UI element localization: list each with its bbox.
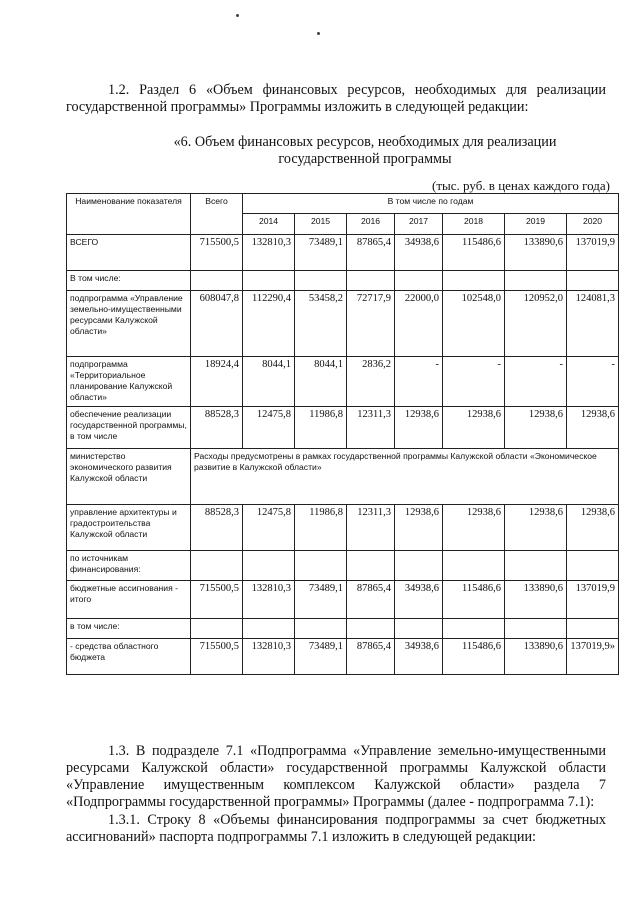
row-year-value: 73489,1 [295, 235, 347, 271]
table-row [67, 271, 619, 291]
row-year-value: 112290,4 [243, 291, 295, 357]
row-total [191, 551, 243, 581]
table-row [67, 407, 619, 449]
header-years: В том числе по годам [243, 194, 619, 214]
row-year-value: 87865,4 [347, 581, 395, 619]
row-year-value: 12938,6 [505, 407, 567, 449]
row-year-value: 12938,6 [567, 505, 619, 551]
row-total: 88528,3 [191, 505, 243, 551]
table-row [67, 291, 619, 357]
row-label: ВСЕГО [67, 235, 191, 271]
unit-note: (тыс. руб. в ценах каждого года) [432, 178, 610, 193]
row-total [191, 271, 243, 291]
row-year-value: 34938,6 [395, 235, 443, 271]
row-year-value: 132810,3 [243, 581, 295, 619]
paragraph-1-3-1: 1.3.1. Строку 8 «Объемы финансирования подпрограммы за счет бюджетных ассигнований» паспорта подпрограммы 7.1 изложить в следующей редакции: [66, 812, 606, 845]
row-total: 88528,3 [191, 407, 243, 449]
table-row [67, 357, 619, 407]
row-year-value: - [443, 357, 505, 407]
row-label: управление архитектуры и градостроительства Калужской области [67, 505, 191, 551]
row-span-note: Расходы предусмотрены в рамках государственной программы Калужской области «Экономическое развитие в Калужской области» [191, 449, 619, 505]
header-year: 2015 [295, 214, 347, 235]
row-year-value: 72717,9 [347, 291, 395, 357]
table-row [67, 639, 619, 675]
header-year: 2016 [347, 214, 395, 235]
row-total: 18924,4 [191, 357, 243, 407]
row-year-value [443, 551, 505, 581]
table-row [67, 551, 619, 581]
section-title-line1: «6. Объем финансовых ресурсов, необходимых для реализации [173, 134, 557, 150]
row-year-value: 132810,3 [243, 235, 295, 271]
row-year-value [295, 619, 347, 639]
row-year-value: 12938,6 [395, 505, 443, 551]
row-year-value: 120952,0 [505, 291, 567, 357]
scan-dot [317, 32, 320, 35]
row-year-value: 8044,1 [243, 357, 295, 407]
row-year-value [443, 271, 505, 291]
row-year-value: 73489,1 [295, 581, 347, 619]
row-year-value: 22000,0 [395, 291, 443, 357]
row-year-value: 133890,6 [505, 639, 567, 675]
row-year-value: 12311,3 [347, 505, 395, 551]
row-year-value: 2836,2 [347, 357, 395, 407]
section-title-line2: государственной программы [278, 151, 452, 167]
row-year-value: 115486,6 [443, 235, 505, 271]
header-year: 2014 [243, 214, 295, 235]
row-year-value [295, 271, 347, 291]
row-year-value [347, 551, 395, 581]
row-label: бюджетные ассигнования - итого [67, 581, 191, 619]
row-year-value [567, 551, 619, 581]
row-year-value: 34938,6 [395, 581, 443, 619]
header-year: 2017 [395, 214, 443, 235]
row-year-value [243, 619, 295, 639]
row-year-value [243, 551, 295, 581]
table-row [67, 619, 619, 639]
row-year-value: 115486,6 [443, 581, 505, 619]
row-year-value: 12475,8 [243, 407, 295, 449]
paragraph-1-2: 1.2. Раздел 6 «Объем финансовых ресурсов, необходимых для реализации государственной программы» Программы изложить в следующей редакции: [66, 82, 606, 115]
table-row [67, 235, 619, 271]
row-year-value: - [567, 357, 619, 407]
finance-table [66, 193, 619, 675]
row-year-value: 12311,3 [347, 407, 395, 449]
row-year-value: 132810,3 [243, 639, 295, 675]
row-year-value [443, 619, 505, 639]
row-year-value [567, 619, 619, 639]
header-total: Всего [191, 194, 243, 235]
row-year-value: 137019,9 [567, 581, 619, 619]
row-label: по источникам финансирования: [67, 551, 191, 581]
row-label: в том числе: [67, 619, 191, 639]
header-year: 2018 [443, 214, 505, 235]
row-year-value: 8044,1 [295, 357, 347, 407]
row-year-value [505, 551, 567, 581]
row-year-value [347, 271, 395, 291]
scan-dot [236, 14, 239, 17]
row-label: подпрограмма «Территориальное планирование Калужской области» [67, 357, 191, 407]
row-year-value: - [395, 357, 443, 407]
row-year-value: 124081,3 [567, 291, 619, 357]
row-year-value [505, 619, 567, 639]
row-year-value [347, 619, 395, 639]
row-year-value: 87865,4 [347, 639, 395, 675]
row-year-value: 133890,6 [505, 581, 567, 619]
row-year-value: 11986,8 [295, 407, 347, 449]
row-total: 715500,5 [191, 235, 243, 271]
row-year-value [395, 551, 443, 581]
row-label: В том числе: [67, 271, 191, 291]
row-total: 715500,5 [191, 581, 243, 619]
row-year-value: 12938,6 [443, 505, 505, 551]
header-name: Наименование показателя [67, 194, 191, 235]
header-year: 2019 [505, 214, 567, 235]
row-year-value: 133890,6 [505, 235, 567, 271]
table-row [67, 505, 619, 551]
row-year-value: 12938,6 [505, 505, 567, 551]
row-year-value: 137019,9» [567, 639, 619, 675]
row-year-value [395, 619, 443, 639]
row-year-value: 12938,6 [567, 407, 619, 449]
row-year-value [505, 271, 567, 291]
row-year-value: 102548,0 [443, 291, 505, 357]
row-year-value: 12938,6 [443, 407, 505, 449]
row-year-value: 11986,8 [295, 505, 347, 551]
row-year-value: 12938,6 [395, 407, 443, 449]
row-year-value: 12475,8 [243, 505, 295, 551]
row-label: подпрограмма «Управление земельно-имущественными ресурсами Калужской области» [67, 291, 191, 357]
table-row [67, 581, 619, 619]
row-label: - средства областного бюджета [67, 639, 191, 675]
row-year-value: - [505, 357, 567, 407]
row-year-value [567, 271, 619, 291]
row-year-value: 87865,4 [347, 235, 395, 271]
row-year-value: 34938,6 [395, 639, 443, 675]
row-label: обеспечение реализации государственной программы, в том числе [67, 407, 191, 449]
row-year-value: 115486,6 [443, 639, 505, 675]
row-total [191, 619, 243, 639]
row-year-value [295, 551, 347, 581]
row-year-value [243, 271, 295, 291]
row-total: 608047,8 [191, 291, 243, 357]
table-row [67, 449, 619, 505]
paragraph-1-3: 1.3. В подразделе 7.1 «Подпрограмма «Управление земельно-имущественными ресурсами Калужской области» государственной программы Калужской области «Управление имущественным комплексом Калужской области» раздела 7 «Подпрограммы государственной программы» Программы (далее - подпрограмма 7.1): [66, 743, 606, 810]
row-total: 715500,5 [191, 639, 243, 675]
row-year-value [395, 271, 443, 291]
header-year: 2020 [567, 214, 619, 235]
row-label: министерство экономического развития Калужской области [67, 449, 191, 505]
row-year-value: 53458,2 [295, 291, 347, 357]
row-year-value: 73489,1 [295, 639, 347, 675]
row-year-value: 137019,9 [567, 235, 619, 271]
